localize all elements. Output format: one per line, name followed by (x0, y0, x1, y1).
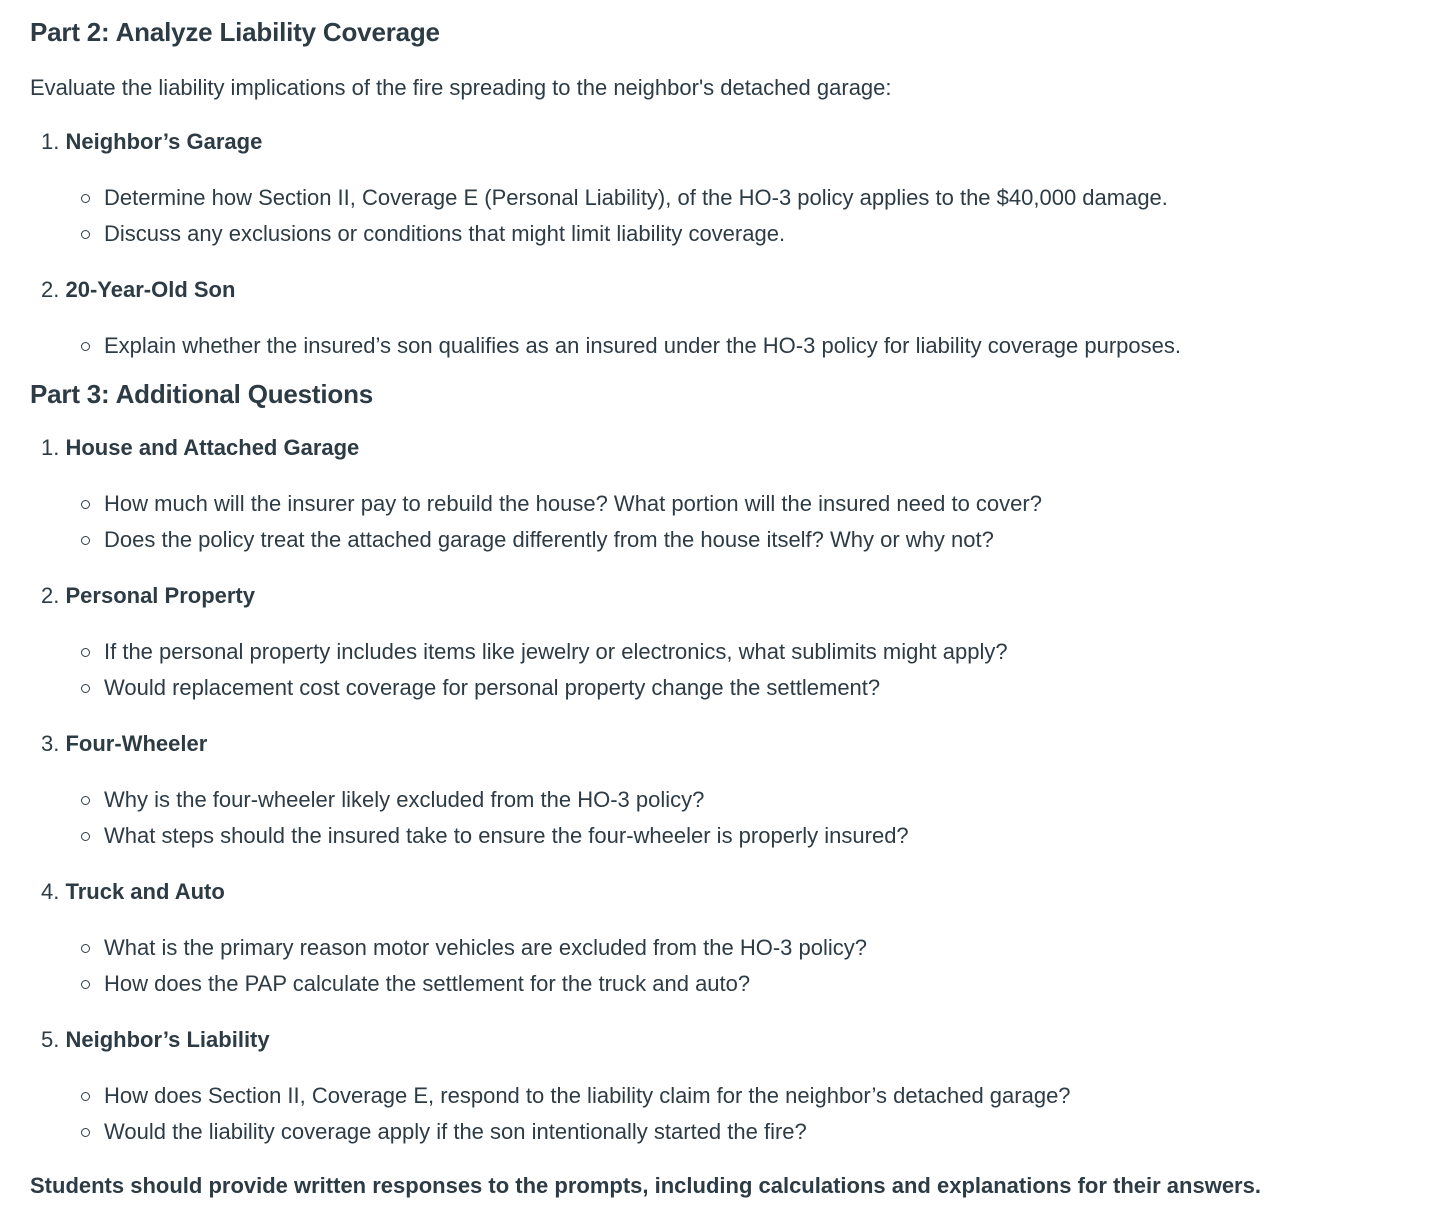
part3-sections (30, 432, 1442, 1150)
circle-bullet-icon (81, 684, 90, 693)
section-number: 5. (41, 1027, 60, 1052)
section-label: Neighbor’s Liability (65, 1027, 270, 1052)
section-neighbors-liability (30, 1024, 1442, 1150)
section-number: 2. (41, 277, 60, 302)
list-item (30, 486, 1442, 522)
list-item-text: If the personal property includes items like jewelry or electronics, what sublimits might apply? (104, 639, 1008, 664)
section-heading (30, 1024, 1442, 1056)
list-item (30, 818, 1442, 854)
list-item (30, 1078, 1442, 1114)
bullet-list (30, 486, 1442, 558)
list-item-text: How does the PAP calculate the settlement for the truck and auto? (104, 971, 751, 996)
list-item-text: Determine how Section II, Coverage E (Personal Liability), of the HO-3 policy applies to the $40,000 damage. (104, 185, 1168, 210)
section-number: 1. (41, 129, 60, 154)
section-heading (30, 432, 1442, 464)
circle-bullet-icon (81, 832, 90, 841)
list-item-text: Would replacement cost coverage for personal property change the settlement? (104, 675, 881, 700)
footer-instructions: Students should provide written responses to the prompts, including calculations and explanations for their answers. (30, 1173, 1261, 1198)
circle-bullet-icon (81, 536, 90, 545)
section-label: Personal Property (65, 583, 255, 608)
section-neighbors-garage (30, 126, 1442, 252)
section-label: House and Attached Garage (65, 435, 360, 460)
bullet-list (30, 1078, 1442, 1150)
list-item (30, 522, 1442, 558)
list-item-text: What is the primary reason motor vehicles are excluded from the HO-3 policy? (104, 935, 867, 960)
section-number: 2. (41, 583, 60, 608)
bullet-list (30, 328, 1442, 364)
list-item-text: Discuss any exclusions or conditions that might limit liability coverage. (104, 221, 786, 246)
section-heading (30, 876, 1442, 908)
list-item-text: Does the policy treat the attached garage differently from the house itself? Why or why not? (104, 527, 994, 552)
list-item (30, 966, 1442, 1002)
section-heading (30, 126, 1442, 158)
section-heading (30, 728, 1442, 760)
section-four-wheeler (30, 728, 1442, 854)
circle-bullet-icon (81, 980, 90, 989)
circle-bullet-icon (81, 1092, 90, 1101)
bullet-list (30, 634, 1442, 706)
list-item (30, 1114, 1442, 1150)
part3-title: Part 3: Additional Questions (30, 379, 374, 409)
list-item (30, 216, 1442, 252)
part2-intro: Evaluate the liability implications of the fire spreading to the neighbor's detached garage: (30, 75, 892, 100)
section-truck-auto (30, 876, 1442, 1002)
part2-sections (30, 126, 1442, 364)
circle-bullet-icon (81, 500, 90, 509)
list-item (30, 328, 1442, 364)
part2-title: Part 2: Analyze Liability Coverage (30, 17, 440, 47)
section-heading (30, 580, 1442, 612)
circle-bullet-icon (81, 194, 90, 203)
circle-bullet-icon (81, 648, 90, 657)
list-item (30, 930, 1442, 966)
list-item-text: How does Section II, Coverage E, respond to the liability claim for the neighbor’s detached garage? (104, 1083, 1071, 1108)
list-item (30, 634, 1442, 670)
section-label: Truck and Auto (65, 879, 225, 904)
section-label: Four-Wheeler (65, 731, 208, 756)
list-item (30, 782, 1442, 818)
bullet-list (30, 930, 1442, 1002)
circle-bullet-icon (81, 944, 90, 953)
section-personal-property (30, 580, 1442, 706)
list-item-text: Explain whether the insured’s son qualifies as an insured under the HO-3 policy for liability coverage purposes. (104, 333, 1181, 358)
section-label: 20-Year-Old Son (65, 277, 236, 302)
section-number: 4. (41, 879, 60, 904)
list-item (30, 180, 1442, 216)
circle-bullet-icon (81, 1128, 90, 1137)
bullet-list (30, 180, 1442, 252)
section-number: 1. (41, 435, 60, 460)
section-number: 3. (41, 731, 60, 756)
circle-bullet-icon (81, 796, 90, 805)
section-label: Neighbor’s Garage (65, 129, 263, 154)
list-item-text: What steps should the insured take to ensure the four-wheeler is properly insured? (104, 823, 909, 848)
list-item (30, 670, 1442, 706)
section-son (30, 274, 1442, 364)
section-heading (30, 274, 1442, 306)
list-item-text: Would the liability coverage apply if the son intentionally started the fire? (104, 1119, 807, 1144)
list-item-text: How much will the insurer pay to rebuild the house? What portion will the insured need to cover? (104, 491, 1042, 516)
circle-bullet-icon (81, 230, 90, 239)
circle-bullet-icon (81, 342, 90, 351)
list-item-text: Why is the four-wheeler likely excluded from the HO-3 policy? (104, 787, 705, 812)
section-house-garage (30, 432, 1442, 558)
bullet-list (30, 782, 1442, 854)
